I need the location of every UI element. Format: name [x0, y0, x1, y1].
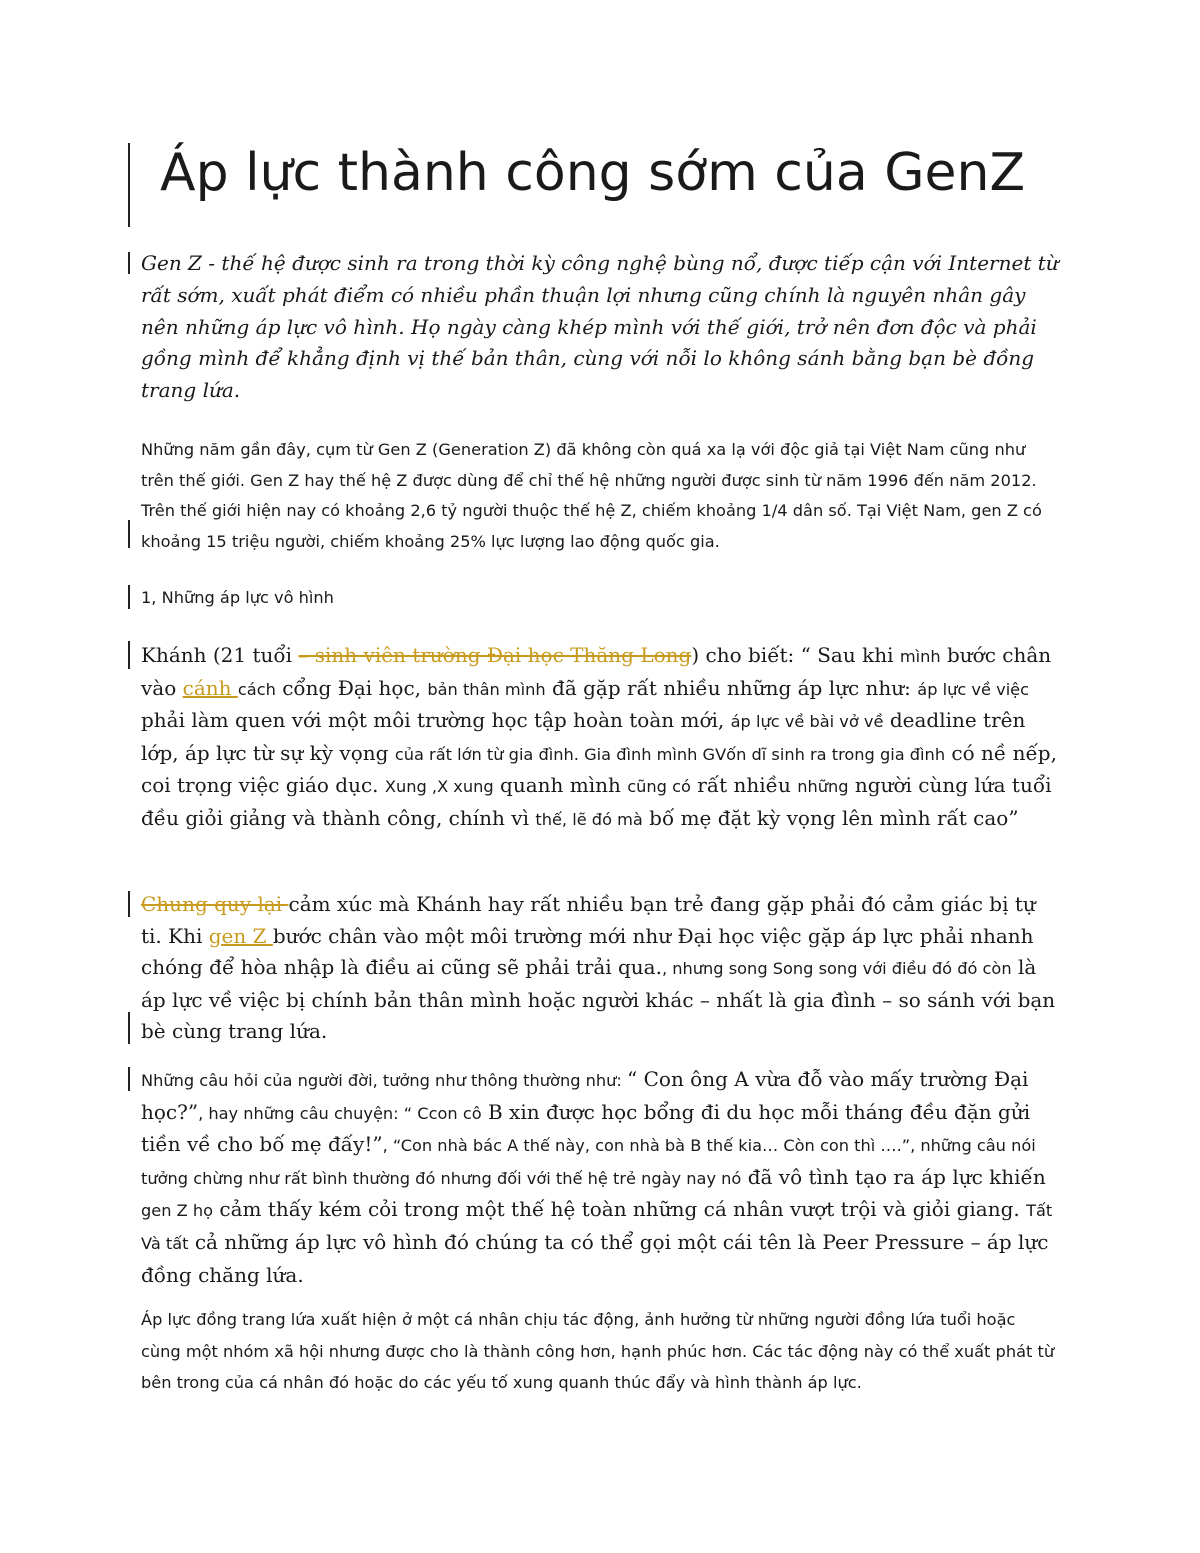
paragraph-genz-overview: Những năm gần đây, cụm từ Gen Z (Generation Z) đã không còn quá xa lạ với độc giả tại Việt Nam cũng như trên thế giới. Gen Z hay thế hệ Z được dùng để chỉ thế hệ những người được sinh từ năm 1996 đến năm 2012. Trên thế giới hiện nay có khoảng 2,6 tỷ người thuộc thế hệ Z, chiếm khoảng 1/4 dân số. Tại Việt Nam, gen Z có khoảng 15 triệu người, chiếm khoảng 25% lực lượng lao động quốc gia.: [141, 440, 1042, 551]
change-bar: [128, 891, 130, 917]
paragraph-questions: Những câu hỏi của người đời, tưởng như thông thường như: “ Con ông A vừa đỗ vào mấy trường Đại học?”, hay những câu chuyện: “ Ccon cô B xin được học bổng đi du học mỗi tháng đều đặn gửi tiền về cho bố mẹ đấy!”, “Con nhà bác A thế này, con nhà bà B thế kia… Còn con thì ….”, những câu nói tưởng chừng như rất bình thường đó nhưng đối với thế hệ trẻ ngày nay nó đã vô tình tạo ra áp lực khiến gen Z họ cảm thấy kém cỏi trong một thế hệ toàn những cá nhân vượt trội và giỏi giang. Tất Và tất cả những áp lực vô hình đó chúng ta có thể gọi một cái tên là Peer Pressure – áp lực đồng chăng lứa.: [141, 1067, 1053, 1287]
section-heading: 1, Những áp lực vô hình: [141, 588, 334, 607]
intro-paragraph: Gen Z - thế hệ được sinh ra trong thời kỳ công nghệ bùng nổ, được tiếp cận với Internet từ rất sớm, xuất phát điểm có nhiều phần thuận lợi nhưng cũng chính là nguyên nhân gây nên những áp lực vô hình. Họ ngày càng khép mình với thế giới, trở nên đơn độc và phải gồng mình để khẳng định vị thế bản thân, cùng với nỗi lo không sánh bằng bạn bè đồng trang lứa.: [141, 251, 1059, 403]
change-bar: [128, 585, 130, 609]
tracked-insertion: gen Z: [208, 923, 273, 948]
paragraph-peer-pressure: Áp lực đồng trang lứa xuất hiện ở một cá nhân chịu tác động, ảnh hưởng từ những người đồng lứa tuổi hoặc cùng một nhóm xã hội nhưng được cho là thành công hơn, hạnh phúc hơn. Các tác động này có thể xuất phát từ bên trong của cá nhân đó hoặc do các yếu tố xung quanh thúc đẩy và hình thành áp lực.: [141, 1310, 1055, 1392]
change-bar: [128, 252, 130, 274]
change-bar: [128, 641, 130, 669]
change-bar: [128, 143, 130, 227]
tracked-deletion: – sinh viên trường Đại học Thăng Long: [298, 643, 692, 667]
paragraph-khanh-quote: Khánh (21 tuổi – sinh viên trường Đại học Thăng Long) cho biết: “ Sau khi mình bước chân vào cánh cách cổng Đại học, bản thân mình đã gặp rất nhiều những áp lực như: áp lực về việc phải làm quen với một môi trường học tập hoàn toàn mới, áp lực về bài vở về deadline trên lớp, áp lực từ sự kỳ vọng của rất lớn từ gia đình. Gia đình mình GVốn dĩ sinh ra trong gia đình có nề nếp, coi trọng việc giáo dục. Xung ,X xung quanh mình cũng có rất nhiều những người cùng lứa tuổi đều giỏi giảng và thành công, chính vì thế, lẽ đó mà bố mẹ đặt kỳ vọng lên mình rất cao”: [141, 643, 1057, 830]
change-bar: [128, 1067, 130, 1091]
change-bar: [128, 1012, 130, 1044]
tracked-deletion: Chung quy lại: [141, 892, 289, 916]
page-title: Áp lực thành công sớm của GenZ: [160, 143, 1026, 203]
paragraph-feelings: Chung quy lại cảm xúc mà Khánh hay rất nhiều bạn trẻ đang gặp phải đó cảm giác bị tự ti. Khi gen Z bước chân vào một môi trường mới như Đại học việc gặp áp lực phải nhanh chóng để hòa nhập là điều ai cũng sẽ phải trải qua., nhưng song Song song với điều đó đó còn là áp lực về việc bị chính bản thân mình hoặc người khác – nhất là gia đình – so sánh với bạn bè cùng trang lứa.: [141, 892, 1056, 1044]
change-bar: [128, 520, 130, 548]
tracked-insertion: cánh: [182, 675, 238, 700]
